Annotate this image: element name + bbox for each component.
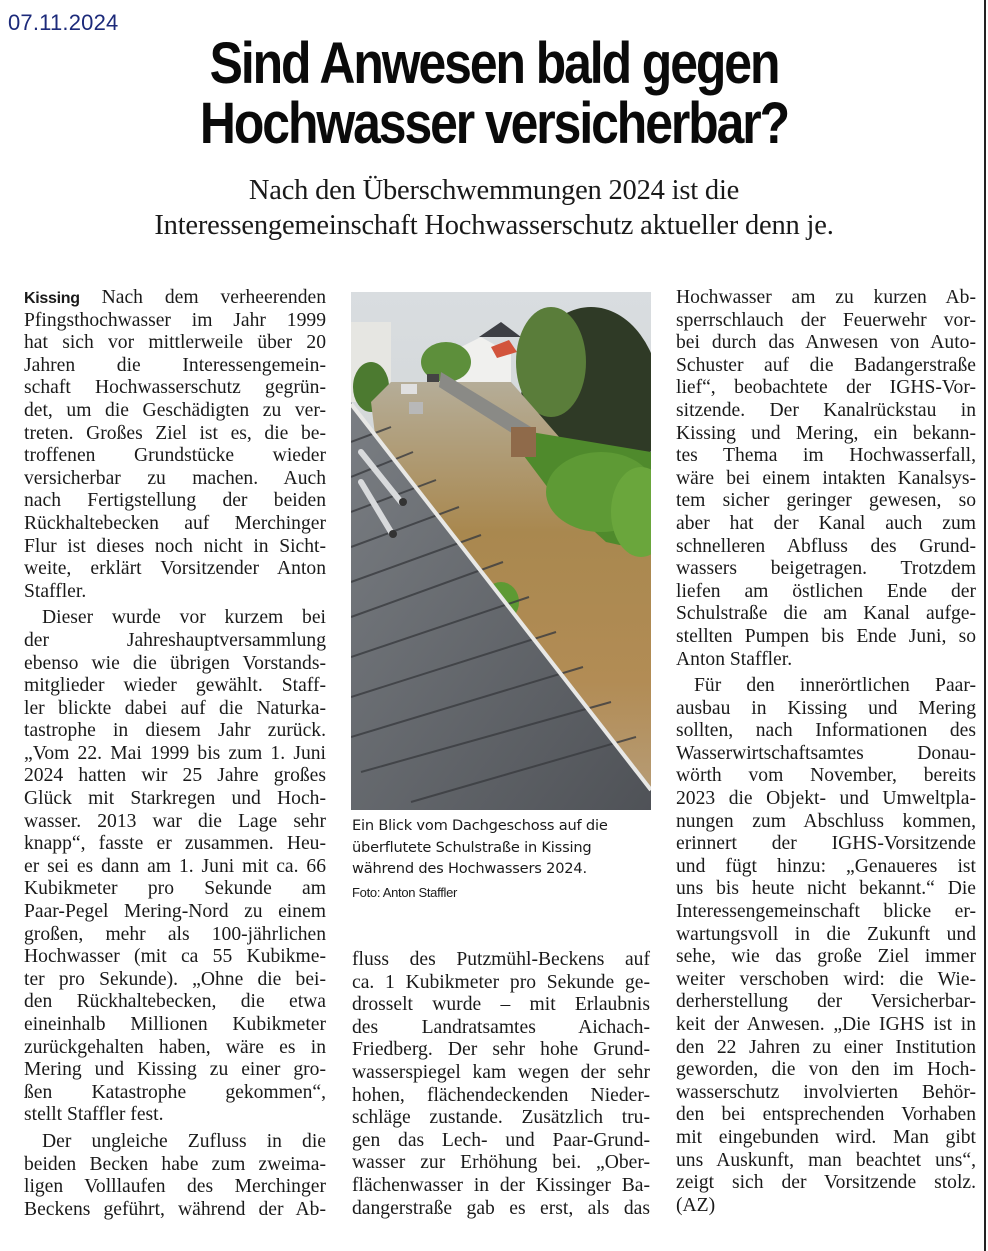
text-line: troffenen Grundstücke wieder	[24, 445, 326, 467]
text-line: Interessengemeinschaft blicke er-	[676, 901, 976, 923]
text-line: tes Thema im Hochwasserfall,	[676, 445, 976, 467]
text-line: wäre bei einem intakten Kanalsys-	[676, 467, 976, 489]
text-line: nach Fertigstellung der beiden	[24, 490, 326, 512]
text-line: stellten Pumpen bis Ende Juni, so	[676, 625, 976, 647]
text-line: wasserspiegel kam wegen der sehr	[352, 1061, 650, 1083]
text-line: wasser. 2013 war die Lage sehr	[24, 810, 326, 832]
text-line: erinnert der IGHS-Vorsitzende	[676, 833, 976, 855]
clipping-date: 07.11.2024	[8, 10, 119, 35]
text-line: wartungsvoll in die Zukunft und	[676, 923, 976, 945]
text-line: schaft Hochwasserschutz gegrün-	[24, 377, 326, 399]
text-line: beiden Becken habe zum zweima-	[24, 1153, 326, 1175]
caption-line: während des Hochwassers 2024.	[352, 860, 587, 877]
text-line: den Rückhaltebecken, die etwa	[24, 991, 326, 1013]
headline-line-1: Sind Anwesen bald gegen	[209, 31, 779, 96]
text-line: stellt Staffler fest.	[24, 1104, 164, 1126]
headline-line-2: Hochwasser versicherbar?	[199, 91, 789, 156]
text-line: Schuster auf die Badangerstraße	[676, 354, 976, 376]
text-line: eineinhalb Millionen Kubikmeter	[24, 1014, 326, 1035]
text-line: dangerstraße gab es erst, als das	[352, 1197, 650, 1219]
text-line: ebenso wie die übrigen Vorstands-	[24, 652, 326, 674]
text-line: treten. Großes Ziel ist es, die be-	[24, 422, 326, 444]
text-line: ausbau in Kissing und Mering	[676, 697, 976, 719]
text-line: tem sicher geringer gewesen, so	[676, 490, 976, 512]
text-line: schnelleren Abfluss des Grund-	[676, 535, 976, 557]
text-line: den bei entsprechenden Vorhaben	[676, 1104, 976, 1126]
text-line: er sei es dann am 1. Juni mit ca. 66	[24, 855, 326, 877]
text-line: 2023 die Objekt- und Umweltpla-	[676, 788, 976, 810]
subheadline-line-2: Interessengemeinschaft Hochwasserschutz aktueller denn je.	[154, 210, 834, 241]
text-line: drosselt wurde – mit Erlaubnis	[352, 994, 650, 1016]
text-line: sehe, wie das große Ziel immer	[676, 946, 976, 968]
text-line: zurückgehalten haben, wäre es in	[24, 1036, 326, 1058]
text-line: lief“, beobachtete der IGHS-Vor-	[676, 377, 976, 399]
text-line: flächenwasser in der Kissinger Ba-	[352, 1174, 650, 1196]
text-line: Für den innerörtlichen Paar-	[694, 675, 976, 697]
article-column-1	[24, 287, 326, 1221]
text-line: zeigt sich der Vorsitzende stolz.	[676, 1172, 976, 1194]
caption-line: überflutete Schulstraße in Kissing	[352, 838, 592, 856]
text-line: weite, erklärt Vorsitzender Anton	[24, 558, 326, 580]
text-line: großen, mehr als 100-jährlichen	[24, 923, 326, 945]
text-line: Anton Staffler.	[676, 648, 793, 670]
text-line: Pfingsthochwasser im Jahr 1999	[24, 309, 326, 331]
text-line: uns bis heute nicht bekannt.“ Die	[676, 878, 976, 900]
text-line: Beckens geführt, während der Ab-	[24, 1198, 326, 1220]
text-line: Kubikmeter pro Sekunde am	[24, 878, 326, 900]
photo-credit: Foto: Anton Staffler	[352, 885, 458, 900]
text-line: sollten, nach Informationen des	[676, 720, 976, 742]
text-line: keit der Anwesen. „Die IGHS ist in	[676, 1014, 976, 1035]
text-line: fluss des Putzmühl-Beckens auf	[352, 949, 650, 970]
subheadline-line-1: Nach den Überschwemmungen 2024 ist die	[248, 175, 740, 206]
text-line: Schulstraße die am Kanal aufge-	[676, 603, 976, 625]
article-photo	[351, 292, 651, 810]
article-column-3	[676, 287, 976, 1217]
text-line: und fügt hinzu: „Genaueres ist	[676, 855, 976, 877]
text-line: Paar-Pegel Mering-Nord zu einem	[24, 901, 326, 923]
text-line: Hochwasser (mit ca 55 Kubikme-	[24, 946, 326, 968]
text-line: Mering und Kissing zu einer gro-	[24, 1059, 326, 1081]
text-line: uns Auskunft, man beachtet uns“,	[676, 1149, 976, 1171]
text-line: aber hat der Kanal auch zum	[676, 512, 976, 534]
text-line: versicherbar zu machen. Auch	[24, 467, 326, 489]
headline	[69, 31, 919, 156]
text-line: Glück mit Starkregen und Hoch-	[24, 788, 326, 810]
text-line: 2024 hatten wir 25 Jahre großes	[24, 765, 326, 787]
text-line: Kissing und Mering, ein bekann-	[676, 422, 976, 444]
text-line: des Landratsamtes Aichach-	[352, 1016, 650, 1038]
text-line: Jahren die Interessengemein-	[24, 354, 326, 376]
text-line: liefen am östlichen Ende der	[676, 580, 976, 602]
caption-line: Ein Blick vom Dachgeschoss auf die	[352, 817, 608, 834]
text-line: Friedberg. Der sehr hohe Grund-	[352, 1039, 650, 1061]
text-line: den 22 Jahren zu einer Institution	[676, 1036, 976, 1058]
text-line: wasser zur Erhöhung bei. „Ober-	[352, 1152, 650, 1174]
text-line: Flur ist dieses noch nicht in Sicht-	[24, 535, 326, 557]
text-line: „Vom 22. Mai 1999 bis zum 1. Juni	[24, 742, 326, 764]
text-line: ler blickte dabei auf die Naturka-	[24, 697, 326, 719]
text-line: nungen zum Abschluss kommen,	[676, 810, 976, 832]
text-line: Der ungleiche Zufluss in die	[42, 1130, 326, 1152]
text-line: weiter verschoben wird: die Wie-	[676, 968, 976, 990]
text-line: ter pro Sekunde). „Ohne die bei-	[24, 968, 326, 990]
dateline: Kissing	[24, 290, 80, 307]
text-line: knapp“, fasste er zusammen. Heu-	[24, 833, 326, 855]
text-line: ligen Volllaufen des Merchinger	[24, 1176, 326, 1198]
text-line: ca. 1 Kubikmeter pro Sekunde ge-	[352, 971, 650, 993]
text-line: schläge zustande. Zusätzlich tru-	[352, 1107, 650, 1129]
text-line: wassers beigetragen. Trotzdem	[676, 558, 976, 580]
article-column-2	[352, 949, 650, 1220]
text-line: geworden, die von den im Hoch-	[676, 1059, 976, 1081]
subheadline	[0, 173, 988, 243]
text-line: Dieser wurde vor kurzem bei	[42, 607, 326, 629]
photo-caption	[352, 815, 652, 880]
text-line: Wasserwirtschaftsamtes Donau-	[676, 742, 976, 764]
text-line: Staffler.	[24, 580, 87, 602]
text-line: ßen Katastrophe gekommen“,	[24, 1081, 326, 1103]
text-line: wörth vom November, bereits	[676, 765, 976, 787]
text-line: derherstellung der Versicherbar-	[676, 991, 976, 1013]
text-line: hohen, flächendeckenden Nieder-	[352, 1084, 650, 1106]
text-line: wasserschutz involvierten Behör-	[676, 1081, 976, 1103]
text-line: tastrophe in diesem Jahr zurück.	[24, 720, 326, 742]
text-line: gen das Lech- und Paar-Grund-	[352, 1129, 650, 1151]
text-line: Rückhaltebecken auf Merchinger	[24, 512, 326, 534]
text-line: (AZ)	[676, 1194, 716, 1216]
text-line: sitzende. Der Kanalrückstau in	[676, 399, 976, 421]
text-line: mit eingebunden wird. Man gibt	[676, 1126, 976, 1148]
text-line: hat sich vor mittlerweile über 20	[24, 332, 326, 354]
text-line: Kissing Nach dem verheerenden	[24, 287, 326, 308]
text-line: sperrschlauch der Feuerwehr vor-	[676, 309, 976, 331]
text-line: mitglieder wieder gewählt. Staff-	[24, 675, 326, 697]
text-line: bei durch das Anwesen von Auto-	[676, 332, 976, 354]
text-line: der Jahreshauptversammlung	[24, 629, 326, 651]
text-line: det, um die Geschädigten zu ver-	[24, 399, 326, 421]
text-line: Hochwasser am zu kurzen Ab-	[676, 287, 976, 308]
flood-photo-illustration	[351, 292, 651, 810]
